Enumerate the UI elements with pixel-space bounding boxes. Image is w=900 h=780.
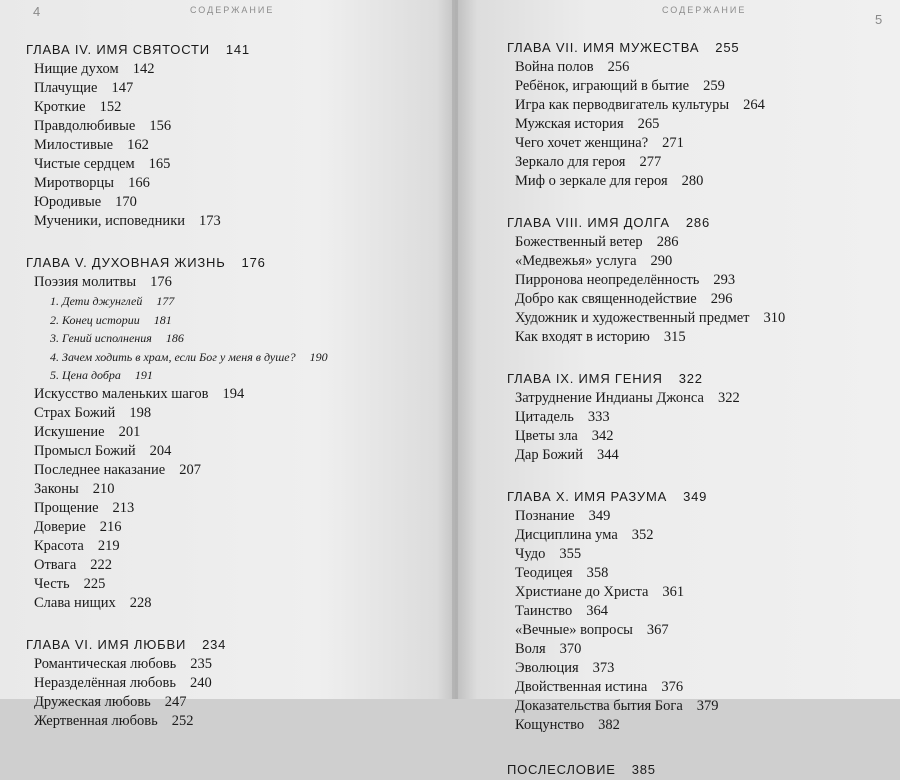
right-page [455, 0, 900, 777]
entry-page-number: 373 [592, 660, 615, 676]
entry-page-number: 216 [99, 518, 122, 535]
entry-title: 2. Конец истории [50, 312, 140, 327]
chapter-title: ГЛАВА VI. ИМЯ ЛЮБВИ [26, 636, 187, 652]
section-gap [507, 735, 887, 760]
toc-entry [26, 556, 436, 575]
entry-title: Доказательства бытия Бога [515, 698, 683, 714]
entry-page-number: 364 [586, 603, 608, 619]
toc-entry [26, 594, 436, 613]
entry-title: Прощение [34, 499, 99, 516]
toc-entry [26, 117, 436, 136]
entry-page-number: 201 [118, 423, 141, 440]
entry-page-number: 290 [650, 253, 673, 269]
toc-entry [507, 233, 887, 252]
toc-entry [26, 712, 436, 731]
toc-entry [507, 526, 887, 545]
chapter-heading [507, 760, 887, 780]
entry-page-number: 264 [743, 97, 765, 113]
entry-page-number: 247 [164, 693, 187, 710]
chapter-page-number: 322 [678, 371, 703, 386]
entry-title: Отвага [34, 556, 77, 573]
left-folio: 4 [33, 4, 41, 19]
entry-page-number: 181 [153, 312, 172, 327]
toc-entry [507, 640, 887, 659]
chapter-heading [26, 40, 436, 60]
entry-page-number: 352 [631, 527, 654, 543]
entry-title: Искусство маленьких шагов [34, 385, 209, 402]
toc-entry [507, 328, 887, 347]
entry-page-number: 240 [189, 674, 212, 691]
right-running-head: СОДЕРЖАНИЕ [662, 5, 747, 15]
toc-entry [507, 309, 887, 328]
toc-entry [507, 96, 887, 115]
chapter-heading [507, 487, 887, 507]
chapter-page-number: 255 [715, 40, 740, 55]
toc-entry [507, 153, 887, 172]
entry-page-number: 147 [111, 80, 134, 96]
left-running-head: СОДЕРЖАНИЕ [190, 5, 275, 15]
toc-right [507, 38, 887, 780]
toc-entry [507, 115, 887, 134]
chapter-title: ГЛАВА VIII. ИМЯ ДОЛГА [507, 215, 670, 230]
entry-title: Честь [34, 575, 70, 592]
entry-title: Искушение [34, 423, 105, 440]
entry-title: Миротворцы [34, 175, 115, 191]
entry-page-number: 280 [681, 173, 704, 189]
chapter-title: ГЛАВА IX. ИМЯ ГЕНИЯ [507, 371, 663, 386]
entry-title: Игра как перводвигатель культуры [515, 97, 730, 113]
entry-title: Теодицея [515, 565, 573, 581]
chapter-page-number: 385 [631, 762, 656, 777]
entry-title: Ребёнок, играющий в бытие [515, 78, 690, 94]
entry-title: Миф о зеркале для героя [515, 173, 668, 189]
toc-entry [507, 716, 887, 735]
toc-entry [507, 602, 887, 621]
entry-page-number: 191 [134, 368, 153, 382]
chapter-page-number: 349 [683, 489, 708, 504]
entry-page-number: 165 [148, 156, 171, 172]
entry-title: Мученики, исповедники [34, 213, 185, 229]
entry-page-number: 166 [128, 175, 150, 191]
toc-entry [507, 545, 887, 564]
entry-title: Божественный ветер [515, 234, 643, 250]
entry-title: Христиане до Христа [515, 584, 649, 600]
toc-entry [507, 408, 887, 427]
toc-entry [26, 693, 436, 712]
entry-title: 3. Гений исполнения [50, 331, 152, 345]
entry-page-number: 358 [586, 565, 609, 581]
entry-page-number: 173 [199, 213, 221, 229]
entry-title: Цветы зла [515, 428, 578, 444]
entry-title: 4. Зачем ходить в храм, если Бог у меня в душе? [50, 349, 296, 364]
entry-page-number: 315 [663, 329, 686, 345]
toc-entry [26, 537, 436, 556]
toc-entry [507, 252, 887, 271]
chapter-title: ГЛАВА V. ДУХОВНАЯ ЖИЗНЬ [26, 255, 226, 270]
entry-title: Война полов [515, 59, 594, 75]
entry-page-number: 219 [97, 537, 120, 554]
entry-title: 1. Дети джунглей [50, 294, 143, 308]
entry-page-number: 376 [661, 679, 684, 695]
toc-entry [26, 98, 436, 117]
toc-entry [507, 678, 887, 697]
toc-entry [507, 564, 887, 583]
entry-title: Чего хочет женщина? [515, 135, 649, 151]
entry-title: Цитадель [515, 409, 574, 425]
entry-page-number: 162 [127, 137, 149, 153]
entry-page-number: 210 [92, 480, 115, 497]
chapter-heading [507, 38, 887, 58]
toc-entry [26, 674, 436, 693]
left-page [0, 0, 455, 729]
entry-page-number: 252 [171, 712, 194, 729]
entry-page-number: 361 [662, 584, 685, 600]
toc-entry [507, 507, 887, 526]
toc-entry [507, 134, 887, 153]
entry-title: Художник и художественный предмет [515, 310, 750, 326]
chapter-heading [26, 253, 436, 273]
entry-title: Чудо [515, 546, 546, 562]
entry-page-number: 259 [703, 78, 725, 94]
right-folio: 5 [875, 12, 883, 27]
entry-page-number: 271 [662, 135, 684, 151]
section-gap [507, 465, 887, 487]
entry-title: Кроткие [34, 99, 86, 115]
entry-page-number: 177 [156, 294, 175, 308]
entry-title: Зеркало для героя [515, 154, 626, 170]
toc-entry [26, 136, 436, 155]
entry-page-number: 367 [646, 622, 669, 638]
entry-page-number: 344 [596, 447, 619, 463]
toc-entry [26, 423, 436, 442]
entry-page-number: 156 [149, 118, 172, 134]
entry-page-number: 296 [710, 291, 733, 307]
toc-entry [507, 271, 887, 290]
chapter-title: ПОСЛЕСЛОВИЕ [507, 762, 616, 777]
entry-title: Плачущие [34, 80, 98, 96]
entry-page-number: 198 [129, 404, 152, 421]
chapter-page-number: 286 [685, 215, 710, 230]
entry-title: «Вечные» вопросы [515, 622, 633, 638]
section-gap [26, 613, 436, 635]
chapter-heading [26, 635, 436, 655]
toc-entry [26, 79, 436, 98]
toc-entry [507, 446, 887, 465]
entry-title: Эволюция [515, 660, 579, 676]
entry-title: Красота [34, 537, 84, 554]
section-gap [507, 347, 887, 369]
toc-entry [26, 60, 436, 79]
entry-title: Дружеская любовь [34, 693, 151, 710]
book-gutter [452, 0, 458, 699]
entry-title: Последнее наказание [34, 461, 166, 478]
toc-entry [26, 518, 436, 537]
entry-page-number: 277 [639, 154, 662, 170]
entry-title: Промысл Божий [34, 442, 136, 459]
entry-title: 5. Цена добра [50, 368, 121, 382]
entry-title: Воля [515, 641, 546, 657]
entry-title: Таинство [515, 603, 573, 619]
toc-entry [26, 155, 436, 174]
entry-page-number: 190 [309, 349, 328, 364]
chapter-page-number: 141 [225, 42, 250, 57]
toc-entry [26, 442, 436, 461]
entry-title: Пирронова неопределённость [515, 272, 700, 288]
entry-page-number: 213 [112, 499, 135, 516]
entry-page-number: 355 [559, 546, 582, 562]
toc-entry [26, 212, 436, 231]
entry-page-number: 265 [637, 116, 660, 132]
entry-title: Мужская история [515, 116, 624, 132]
entry-page-number: 142 [132, 61, 155, 77]
toc-entry [507, 290, 887, 309]
toc-entry [507, 621, 887, 640]
toc-entry [26, 499, 436, 518]
entry-page-number: 194 [222, 385, 245, 402]
entry-page-number: 170 [115, 194, 137, 210]
chapter-title: ГЛАВА VII. ИМЯ МУЖЕСТВА [507, 40, 700, 55]
toc-subentry [26, 292, 436, 311]
entry-title: Познание [515, 508, 575, 524]
entry-page-number: 222 [90, 556, 113, 573]
entry-title: Романтическая любовь [34, 655, 177, 672]
toc-subentry [26, 329, 436, 348]
entry-page-number: 382 [598, 717, 620, 733]
chapter-heading [507, 369, 887, 389]
toc-entry [26, 404, 436, 423]
toc-entry [507, 172, 887, 191]
entry-title: Чистые сердцем [34, 156, 135, 172]
chapter-title: ГЛАВА IV. ИМЯ СВЯТОСТИ [26, 42, 210, 57]
toc-entry [26, 575, 436, 594]
entry-page-number: 176 [150, 274, 172, 290]
entry-title: Законы [34, 480, 79, 497]
toc-entry [26, 273, 436, 292]
entry-title: Как входят в историю [515, 329, 650, 345]
entry-page-number: 286 [656, 234, 679, 250]
section-gap [507, 191, 887, 213]
section-gap [26, 231, 436, 253]
entry-page-number: 349 [588, 508, 611, 524]
entry-page-number: 293 [713, 272, 736, 288]
entry-page-number: 322 [717, 390, 740, 406]
toc-entry [507, 77, 887, 96]
entry-title: Нищие духом [34, 61, 119, 77]
toc-subentry [26, 366, 436, 385]
entry-page-number: 152 [99, 99, 122, 115]
toc-entry [507, 697, 887, 716]
toc-entry [507, 583, 887, 602]
entry-title: Жертвенная любовь [34, 712, 158, 729]
chapter-title: ГЛАВА X. ИМЯ РАЗУМА [507, 489, 668, 504]
entry-title: Добро как священнодействие [515, 291, 697, 307]
toc-entry [507, 659, 887, 678]
entry-title: Дисциплина ума [515, 527, 618, 543]
entry-page-number: 235 [190, 655, 213, 672]
entry-page-number: 342 [591, 428, 614, 444]
entry-title: «Медвежья» услуга [515, 253, 637, 269]
toc-entry [507, 389, 887, 408]
entry-title: Страх Божий [34, 404, 116, 421]
entry-page-number: 186 [165, 331, 184, 345]
toc-entry [26, 193, 436, 212]
entry-page-number: 379 [696, 698, 719, 714]
entry-title: Юродивые [34, 194, 102, 210]
entry-title: Неразделённая любовь [34, 674, 176, 691]
entry-title: Дар Божий [515, 447, 583, 463]
toc-entry [26, 480, 436, 499]
toc-entry [26, 655, 436, 674]
chapter-heading [507, 213, 887, 233]
entry-page-number: 228 [129, 594, 152, 611]
entry-page-number: 207 [179, 461, 201, 478]
entry-page-number: 310 [763, 310, 786, 326]
entry-page-number: 333 [587, 409, 610, 425]
toc-subentry [26, 348, 436, 367]
entry-title: Двойственная истина [515, 679, 648, 695]
entry-title: Поэзия молитвы [34, 274, 137, 290]
toc-entry [26, 385, 436, 404]
entry-page-number: 256 [607, 59, 630, 75]
entry-title: Кощунство [515, 717, 585, 733]
toc-entry [26, 174, 436, 193]
entry-page-number: 370 [559, 641, 582, 657]
chapter-page-number: 234 [202, 636, 227, 652]
chapter-page-number: 176 [241, 255, 266, 270]
entry-title: Доверие [34, 518, 86, 535]
entry-title: Слава нищих [34, 594, 116, 611]
toc-entry [507, 58, 887, 77]
entry-page-number: 204 [149, 442, 172, 459]
toc-entry [26, 461, 436, 480]
entry-title: Правдолюбивые [34, 118, 136, 134]
toc-entry [507, 427, 887, 446]
entry-title: Затруднение Индианы Джонса [515, 390, 704, 406]
toc-left [26, 40, 436, 731]
entry-title: Милостивые [34, 137, 114, 153]
entry-page-number: 225 [83, 575, 106, 592]
toc-subentry [26, 311, 436, 330]
